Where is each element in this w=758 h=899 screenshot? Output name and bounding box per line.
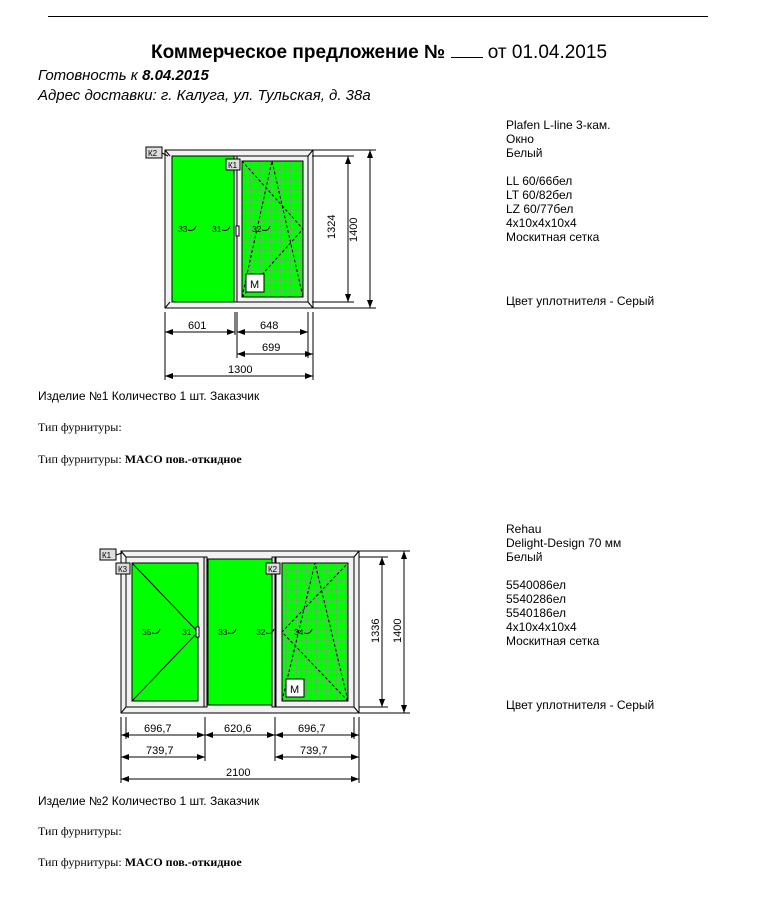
label-z2: З2 — [256, 628, 266, 637]
spec-profile: Plafen L-line 3-кам. — [506, 118, 611, 132]
fittings-line-1: Тип фурнитуры: MACO пов.-откидное — [38, 452, 242, 466]
dim-s1-2: 739,7 — [146, 745, 174, 757]
fittings-label-2: Тип фурнитуры: — [38, 824, 122, 838]
product-line-1: Изделие №1 Количество 1 шт. Заказчик — [38, 389, 260, 403]
label-z3: З3 — [178, 225, 188, 234]
spec-code: LZ 60/77бел — [506, 202, 574, 216]
mosquito-net-mark: M — [250, 279, 260, 291]
dim-sash-1: 699 — [262, 342, 281, 354]
fittings-line-2: Тип фурнитуры: MACO пов.-откидное — [38, 855, 242, 869]
dim-right-1: 648 — [260, 320, 279, 332]
fittings-label-1: Тип фурнитуры: — [38, 420, 122, 434]
label-k2: К2 — [148, 149, 158, 158]
dim-w2-2: 620,6 — [224, 723, 252, 735]
mosquito-net-mark: M — [290, 684, 300, 696]
spec-block-2 — [506, 522, 621, 648]
label-k3: К3 — [118, 565, 128, 574]
dim-left-1: 601 — [188, 320, 207, 332]
spec-code: 5540086ел — [506, 578, 566, 592]
dim-total-2: 2100 — [226, 767, 251, 779]
dim-w3-2: 696,7 — [298, 723, 326, 735]
page-title: Коммерческое предложение № от 01.04.2015 — [150, 42, 608, 63]
spec-code: LT 60/82бел — [506, 188, 573, 202]
spec-net: Москитная сетка — [506, 634, 600, 648]
dim-w1-2: 696,7 — [144, 723, 172, 735]
dim-height-inner-2: 1336 — [370, 618, 382, 643]
dim-s3-2: 739,7 — [300, 745, 328, 757]
readiness-line: Готовность к 8.04.2015 — [38, 67, 209, 84]
spec-glass: 4x10x4x10x4 — [506, 620, 577, 634]
number-blank — [451, 43, 483, 58]
label-k1: К1 — [102, 551, 112, 560]
dim-height-1: 1400 — [348, 217, 360, 242]
spec-color: Белый — [506, 550, 543, 564]
seal-color-2: Цвет уплотнителя - Серый — [506, 698, 655, 712]
label-z2: З2 — [252, 225, 262, 234]
spec-glass: 4x10x4x10x4 — [506, 216, 577, 230]
label-z4: З4 — [294, 628, 304, 637]
handle-icon — [196, 627, 199, 637]
label-z3: З3 — [218, 628, 228, 637]
label-k2: К2 — [268, 565, 278, 574]
dim-height-2: 1400 — [392, 618, 404, 643]
label-z1: З1 — [212, 225, 222, 234]
product-line-2: Изделие №2 Количество 1 шт. Заказчик — [38, 794, 260, 808]
spec-block-1 — [506, 118, 610, 244]
window-drawing-1 — [140, 140, 380, 400]
top-rule — [48, 16, 708, 17]
dim-height-inner-1: 1324 — [326, 214, 338, 239]
spec-profile: Delight-Design 70 мм — [506, 536, 622, 550]
spec-code: 5540286ел — [506, 592, 566, 606]
spec-code: 5540186ел — [506, 606, 566, 620]
seal-color-1: Цвет уплотнителя - Серый — [506, 294, 655, 308]
window-drawing-2 — [96, 545, 416, 815]
label-k1: К1 — [228, 161, 238, 170]
spec-brand: Rehau — [506, 522, 542, 536]
handle-icon — [236, 226, 239, 236]
spec-code: LL 60/66бел — [506, 174, 573, 188]
delivery-address: Адрес доставки: г. Калуга, ул. Тульская, д. 38а — [38, 87, 371, 104]
label-z1: З1 — [182, 628, 192, 637]
spec-color: Белый — [506, 146, 543, 160]
dim-total-1: 1300 — [228, 364, 253, 376]
label-z5: З5 — [142, 628, 152, 637]
spec-net: Москитная сетка — [506, 230, 600, 244]
spec-type: Окно — [506, 132, 534, 146]
